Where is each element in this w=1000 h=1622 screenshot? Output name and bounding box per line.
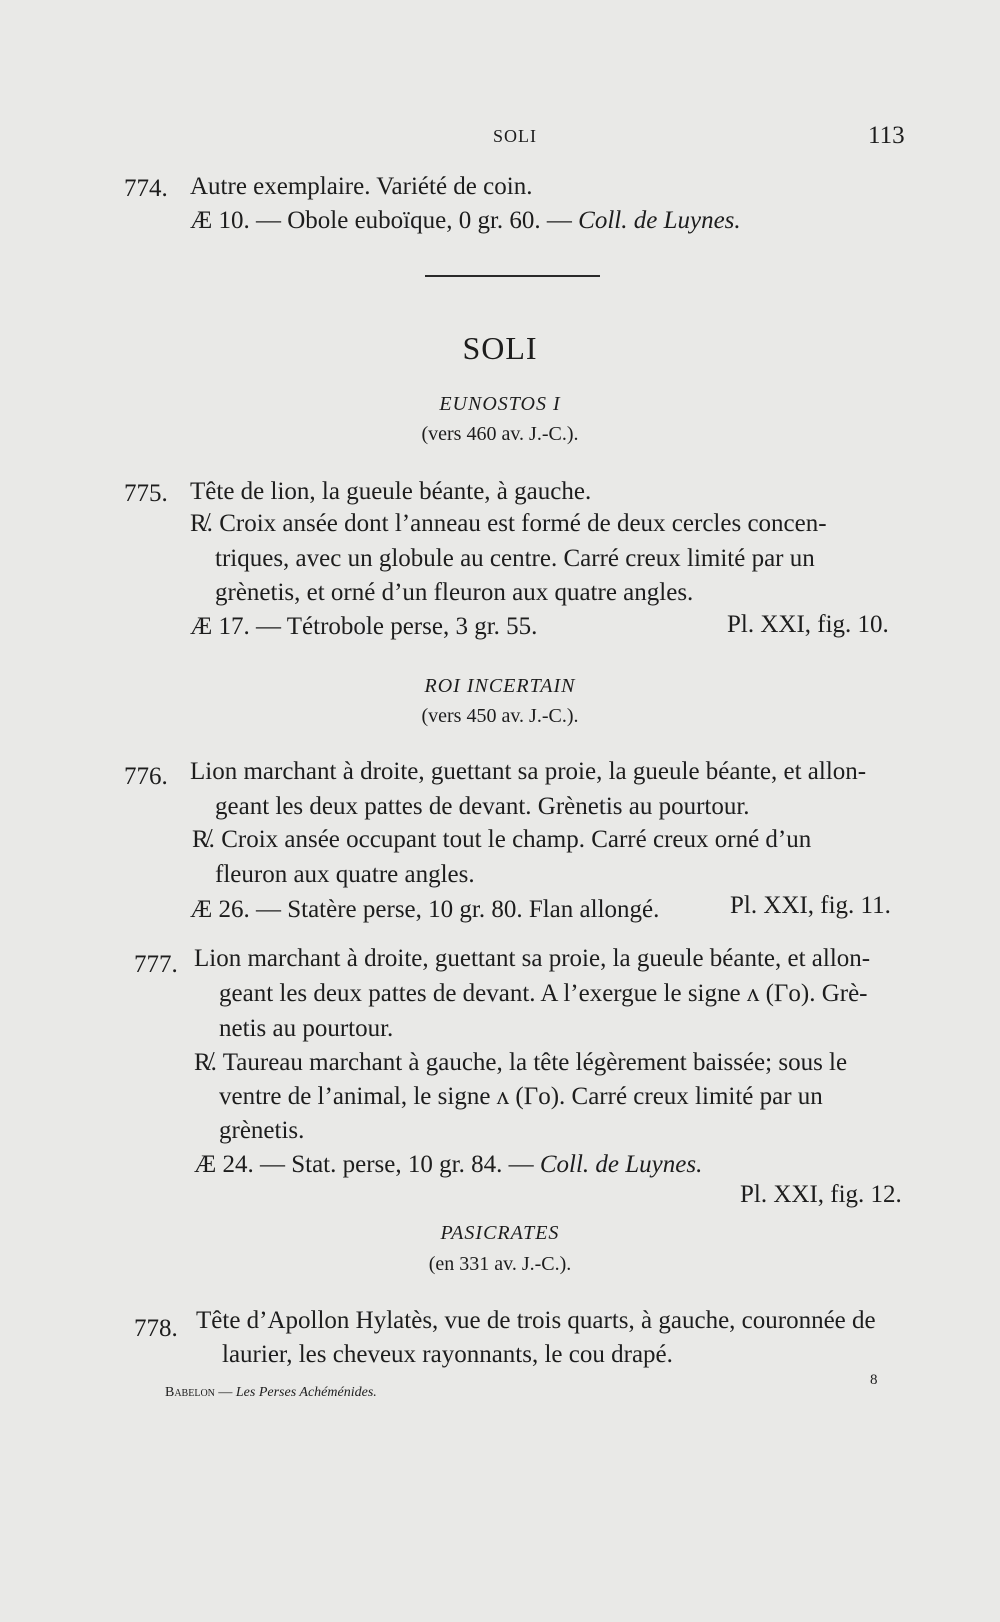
entry-776-reverse-text: Croix ansée occupant tout le champ. Carré creux orné d’un — [221, 826, 812, 853]
entry-775-reverse-1 — [190, 507, 827, 541]
entry-777-plate: Pl. XXI, fig. 12. — [740, 1181, 902, 1208]
signature-mark: 8 — [870, 1372, 878, 1388]
entry-777-obverse-1: Lion marchant à droite, guettant sa proie, la gueule béante, et allon- — [194, 945, 871, 972]
entry-774-line2 — [190, 204, 741, 238]
ruler-date: (vers 460 av. J.-C.). — [421, 423, 579, 445]
footer-author: Babelon — [165, 1385, 215, 1400]
entry-777-reverse-2: ventre de l’animal, le signe ʌ (Γo). Carré creux limité par un — [219, 1083, 823, 1110]
entry-775-plate: Pl. XXI, fig. 10. — [727, 611, 889, 638]
metal-symbol: Æ — [190, 896, 213, 923]
ruler-date: (vers 450 av. J.-C.). — [421, 705, 579, 727]
entry-774-number: 774. — [124, 175, 168, 202]
entry-775-number: 775. — [124, 480, 168, 507]
entry-775-obverse: Tête de lion, la gueule béante, à gauche. — [190, 478, 592, 505]
entry-776-reverse-2: fleuron aux quatre angles. — [215, 861, 475, 888]
entry-775-reverse-text: Croix ansée dont l’anneau est formé de deux cercles concen- — [219, 510, 827, 537]
entry-777-obverse-3: netis au pourtour. — [219, 1015, 394, 1042]
entry-777-reverse-1 — [194, 1046, 847, 1080]
entry-774-collection: Coll. de Luynes. — [578, 207, 741, 234]
page-number: 113 — [868, 122, 905, 149]
entry-778-line1: Tête d’Apollon Hylatès, vue de trois quarts, à gauche, couronnée de — [196, 1307, 876, 1334]
entry-778-line2: laurier, les cheveux rayonnants, le cou drapé. — [222, 1341, 673, 1368]
reverse-symbol: R̸. — [194, 1049, 217, 1076]
entry-775-meta-line — [190, 610, 537, 644]
entry-777-collection: Coll. de Luynes. — [539, 1151, 703, 1178]
ruler-heading: ROI INCERTAIN — [424, 675, 576, 697]
ruler-date: (en 331 av. J.-C.). — [428, 1253, 572, 1275]
metal-symbol: Æ — [190, 207, 213, 234]
entry-777-reverse-text: Taureau marchant à gauche, la tête légèrement baissée; sous le — [222, 1049, 848, 1076]
entry-777-obverse-2: geant les deux pattes de devant. A l’exergue le signe ʌ (Γo). Grè- — [219, 980, 868, 1007]
entry-776-obverse-1: Lion marchant à droite, guettant sa proie, la gueule béante, et allon- — [190, 758, 867, 785]
entry-775-reverse-3: grènetis, et orné d’un fleuron aux quatre angles. — [215, 579, 694, 606]
entry-777-reverse-3: grènetis. — [219, 1117, 305, 1144]
section-title: SOLI — [462, 330, 538, 366]
running-title: SOLI — [493, 126, 537, 146]
ruler-heading: PASICRATES — [440, 1222, 560, 1244]
footer-dash: — — [218, 1385, 233, 1400]
entry-775-meta: 17. — Tétrobole perse, 3 gr. 55. — [218, 613, 538, 640]
metal-symbol: Æ — [190, 613, 213, 640]
entry-777-meta-line — [194, 1148, 702, 1182]
reverse-symbol: R̸. — [192, 826, 215, 853]
entry-775-reverse-2: triques, avec un globule au centre. Carré creux limité par un — [215, 545, 815, 572]
entry-777-meta: 24. — Stat. perse, 10 gr. 84. — — [222, 1151, 534, 1178]
entry-776-meta: 26. — Statère perse, 10 gr. 80. Flan allongé. — [218, 896, 660, 923]
entry-776-reverse-1 — [192, 823, 811, 857]
metal-symbol: Æ — [194, 1151, 217, 1178]
reverse-symbol: R̸. — [190, 510, 213, 537]
entry-777-number: 777. — [134, 951, 178, 978]
entry-776-obverse-2: geant les deux pattes de devant. Grènetis au pourtour. — [215, 793, 750, 820]
entry-776-meta-line — [190, 893, 659, 927]
footer-book: Les Perses Achéménides. — [235, 1385, 377, 1400]
entry-776-plate: Pl. XXI, fig. 11. — [730, 892, 891, 919]
ruler-heading: EUNOSTOS I — [439, 393, 561, 415]
section-divider — [425, 275, 600, 277]
footer-credit — [165, 1385, 377, 1401]
entry-776-number: 776. — [124, 763, 168, 790]
entry-774-line1: Autre exemplaire. Variété de coin. — [190, 173, 533, 200]
entry-774-meta: 10. — Obole euboïque, 0 gr. 60. — — [218, 207, 572, 234]
entry-778-number: 778. — [134, 1315, 178, 1342]
